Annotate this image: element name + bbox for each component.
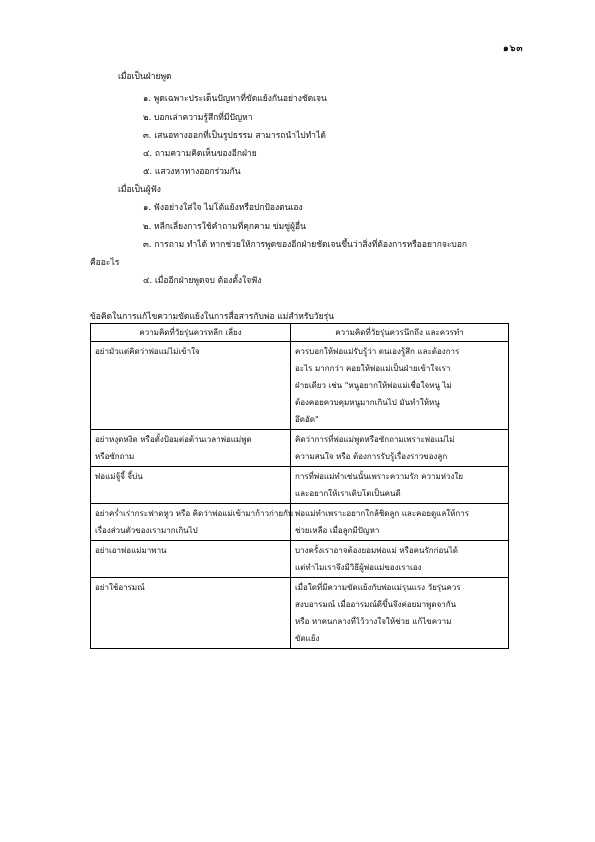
page-number: ๑๖๓ xyxy=(503,44,524,54)
table-row xyxy=(91,541,509,578)
cell-line: อย่าใช้อารมณ์ xyxy=(95,583,145,592)
do-cell xyxy=(291,578,509,649)
avoid-cell xyxy=(91,467,291,504)
cell-line: คิดว่าการที่พ่อแม่พูดหรือซักถามเพราะพ่อแม่ไม่ xyxy=(295,435,455,444)
table-row xyxy=(91,578,509,649)
cell-line: สงบอารมณ์ เมื่ออารมณ์ดีขึ้นจึงค่อยมาพูดจากัน xyxy=(295,600,457,609)
avoid-cell xyxy=(91,578,291,649)
speaker-item: ๑. พูดเฉพาะประเด็นปัญหาที่ขัดแย้งกันอย่างชัดเจน xyxy=(143,94,327,104)
cell-line: และอยากให้เราเติบโตเป็นคนดี xyxy=(295,489,401,498)
cell-line: บางครั้งเราอาจต้องยอมพ่อแม่ หรือคนรักก่อนได้ xyxy=(295,546,458,555)
cell-line: อย่ามัวแต่คิดว่าพ่อแม่ไม่เข้าใจ xyxy=(95,347,200,356)
listener-heading: เมื่อเป็นผู้ฟัง xyxy=(118,185,161,195)
table-row xyxy=(91,504,509,541)
cell-line: อะไร มากกว่า คอยให้พ่อแม่เป็นฝ่ายเข้าใจเรา xyxy=(295,364,451,373)
cell-line: พ่อแม่จู้จี้ จี้บ่น xyxy=(95,472,143,481)
avoid-cell xyxy=(91,504,291,541)
cell-line: ฝ่ายเดียว เช่น "หนูอยากให้พ่อแม่เชื่อใจหนู ไม่ xyxy=(295,381,452,390)
speaker-item: ๓. เสนอทางออกที่เป็นรูปธรรม สามารถนำไปทำได้ xyxy=(143,131,326,141)
cell-line: ขัดแย้ง xyxy=(295,634,320,643)
tips-table xyxy=(90,323,509,649)
table-intro: ข้อคิดในการแก้ไขความขัดแย้งในการสื่อสารกับพ่อ แม่สำหรับวัยรุ่น xyxy=(90,312,335,322)
table-body xyxy=(91,342,509,649)
cell-line: ควรบอกให้พ่อแม่รับรู้ว่า ตนเองรู้สึก และต้องการ xyxy=(295,347,460,356)
speaker-item: ๔. ถามความคิดเห็นของอีกฝ่าย xyxy=(143,149,257,159)
cell-line: เมื่อใดที่มีความขัดแย้งกับพ่อแม่รุนแรง วัยรุ่นควร xyxy=(295,583,461,592)
avoid-cell xyxy=(91,342,291,430)
cell-line: อย่าคร่ำเร่ากระฟาดหูว หรือ คิดว่าพ่อแม่เข้ามาก้าวก่ายกับ xyxy=(95,509,293,518)
cell-line: ความสนใจ หรือ ต้องการรับรู้เรื่องราวของลูก xyxy=(295,452,448,461)
table-header-row xyxy=(91,324,509,342)
table-row xyxy=(91,467,509,504)
cell-line: แต่ทำไมเราจึงมีวิธีผู้พ่อแม่ของเราเอง xyxy=(295,563,422,572)
cell-line: อย่าเอาพ่อแม่มาพาน xyxy=(95,546,167,555)
cell-line: อย่าหงุดหงิด หรือตั้งป้อมต่อต้านเวลาพ่อแม่พูด xyxy=(95,435,252,444)
cell-line: หรือซักถาม xyxy=(95,452,135,461)
do-cell xyxy=(291,430,509,467)
listener-item: ๓. การถาม ทำได้ หากช่วยให้การพูดของอีกฝ่ายชัดเจนขึ้นว่าสิ่งที่ต้องการหรืออยากจะบอก xyxy=(143,240,468,250)
do-cell xyxy=(291,504,509,541)
speaker-heading: เมื่อเป็นฝ่ายพูด xyxy=(118,72,172,82)
table-row xyxy=(91,342,509,430)
do-cell xyxy=(291,467,509,504)
cell-line: ช่วยเหลือ เมื่อลูกมีปัญหา xyxy=(295,526,380,535)
speaker-item: ๕. แสวงหาทางออกร่วมกัน xyxy=(143,167,241,177)
cell-line: หรือ หาคนกลางที่ไว้วางใจให้ช่วย แก้ไขความ xyxy=(295,617,452,626)
speaker-item: ๒. บอกเล่าความรู้สึกที่มีปัญหา xyxy=(143,113,253,123)
do-cell xyxy=(291,342,509,430)
listener-item: ๒. หลีกเลี่ยงการใช้คำถามที่คุกคาม ข่มขู่ผู้อื่น xyxy=(143,222,306,232)
cell-line: พ่อแม่ทำเพราะอยากใกล้ชิดลูก และคอยดูแลให้การ xyxy=(295,509,470,518)
cell-line: เรื่องส่วนตัวของเรามากเกินไป xyxy=(95,526,198,535)
cell-line: ต้องคอยควบคุมหนูมากเกินไป มันทำให้หนู xyxy=(295,398,440,407)
listener-item: ๔. เมื่ออีกฝ่ายพูดจบ ต้องตั้งใจฟัง xyxy=(143,276,262,286)
do-cell xyxy=(291,541,509,578)
avoid-cell xyxy=(91,541,291,578)
cell-line: การที่พ่อแม่ทำเช่นนั้นเพราะความรัก ความห่วงใย xyxy=(295,472,464,481)
cell-line: อึดอัด" xyxy=(295,415,319,424)
table-row xyxy=(91,430,509,467)
header-avoid: ความคิดที่วัยรุ่นควรหลีก เลี่ยง xyxy=(91,324,291,342)
header-do: ความคิดที่วัยรุ่นควรนึกถึง และควรทำ xyxy=(291,324,509,342)
listener-item-continuation: คืออะไร xyxy=(90,258,120,268)
avoid-cell xyxy=(91,430,291,467)
listener-item: ๑. ฟังอย่างใส่ใจ ไม่โต้แย้งหรือปกป้องตนเอง xyxy=(143,203,303,213)
